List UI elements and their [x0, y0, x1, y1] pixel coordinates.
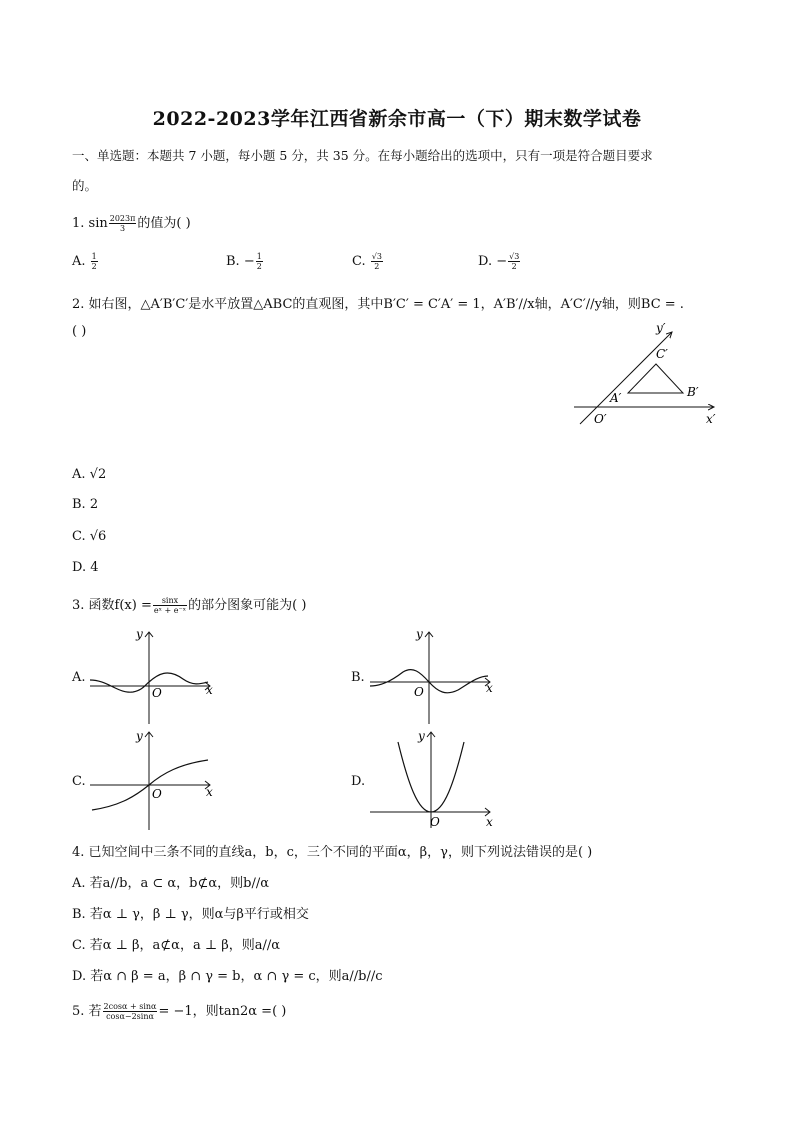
option-label: A. — [72, 467, 86, 482]
option-label: D. − — [478, 254, 508, 269]
y-axis-label: y — [416, 627, 423, 641]
x-axis-label: x — [486, 815, 493, 829]
origin-label: O — [152, 686, 162, 700]
q1-fraction — [109, 214, 137, 233]
option-label: C. — [352, 254, 370, 269]
x-axis-label: x — [486, 681, 493, 695]
question-5 — [72, 1000, 286, 1021]
q1-frac-den: 3 — [120, 224, 126, 233]
option-value: 4 — [90, 560, 99, 575]
q1-prefix: 1. sin — [72, 216, 108, 231]
point-b-label: B′ — [687, 385, 699, 399]
option-label: B. − — [226, 254, 255, 269]
q3-option-d-label[interactable]: D. — [351, 774, 366, 789]
section-heading: 一、单选题：本题共 7 小题，每小题 5 分，共 35 分。在每小题给出的选项中，只有一项是符合题目要求 — [72, 148, 653, 163]
q2-option-b[interactable] — [72, 497, 98, 512]
q1-option-a[interactable] — [72, 252, 99, 271]
q2-option-a[interactable] — [72, 467, 106, 482]
question-1 — [72, 212, 191, 233]
q4-option-b[interactable]: B. 若α ⊥ γ，β ⊥ γ，则α与β平行或相交 — [72, 907, 309, 922]
origin-label: O — [430, 815, 440, 829]
q1-option-b[interactable] — [226, 252, 264, 271]
point-a-label: A′ — [610, 391, 622, 405]
q5-suffix: = −1，则tan2α =( ) — [158, 1004, 287, 1019]
y-axis-label: y — [136, 729, 143, 743]
q2-paren: ( ) — [72, 324, 87, 339]
q1-suffix: 的值为( ) — [137, 216, 191, 231]
x-axis-label: x — [206, 785, 213, 799]
q3-graph-d[interactable] — [368, 728, 500, 830]
question-2: 2. 如右图，△A′B′C′是水平放置△ABC的直观图，其中B′C′ = C′A′ = 1，A′B′//x轴，A′C′//y轴，则BC = . — [72, 297, 684, 312]
q3-frac-den: eˣ + e⁻ˣ — [153, 606, 187, 615]
option-num: 1 — [91, 252, 97, 261]
q3-frac-num: sinx — [153, 596, 187, 606]
point-c-label: C′ — [656, 347, 668, 361]
option-label: D. — [72, 560, 87, 575]
q5-frac-den: cosα−2sinα — [106, 1012, 154, 1021]
option-den: 2 — [256, 262, 262, 271]
y-axis-label: y — [136, 627, 143, 641]
q3-prefix: 3. 函数f(x) = — [72, 598, 152, 613]
option-value: √2 — [89, 467, 107, 482]
q2-option-d[interactable] — [72, 560, 99, 575]
q3-option-a-label[interactable]: A. — [72, 670, 86, 685]
option-label: C. — [72, 529, 86, 544]
q2-option-c[interactable] — [72, 529, 106, 544]
q3-fraction — [153, 596, 187, 615]
option-value: 2 — [89, 497, 99, 512]
q4-option-d[interactable]: D. 若α ∩ β = a，β ∩ γ = b，α ∩ γ = c，则a//b//c — [72, 969, 383, 984]
x-axis-label: x′ — [706, 412, 716, 426]
q4-option-a[interactable]: A. 若a//b，a ⊂ α，b⊄α，则b//α — [72, 876, 270, 891]
y-axis-label: y — [418, 729, 425, 743]
q4-option-c[interactable]: C. 若α ⊥ β，a⊄α，a ⊥ β，则a//α — [72, 938, 281, 953]
origin-label: O — [152, 787, 162, 801]
y-axis — [580, 332, 672, 424]
option-den: 2 — [511, 262, 517, 271]
q3-option-c-label[interactable]: C. — [72, 774, 86, 789]
q5-frac-num: 2cosα + sinα — [103, 1002, 157, 1011]
question-3 — [72, 594, 306, 615]
option-num: 1 — [256, 252, 262, 261]
option-den: 2 — [91, 262, 97, 271]
question-4: 4. 已知空间中三条不同的直线a，b，c，三个不同的平面α，β，γ，则下列说法错误的是( ) — [72, 845, 593, 860]
q5-fraction — [103, 1002, 158, 1021]
origin-label: O′ — [594, 412, 607, 426]
q3-option-b-label[interactable]: B. — [351, 670, 365, 685]
q3-graph-a[interactable] — [88, 624, 220, 726]
q1-option-c[interactable] — [352, 252, 384, 271]
q1-frac-num: 2023π — [109, 214, 136, 223]
q3-suffix: 的部分图象可能为( ) — [188, 598, 307, 613]
q3-graph-c[interactable] — [88, 728, 220, 832]
q2-oblique-figure — [568, 318, 728, 430]
origin-label: O — [414, 685, 424, 699]
section-heading-cont: 的。 — [72, 178, 98, 193]
option-den: 2 — [374, 262, 380, 271]
x-axis-label: x — [206, 683, 213, 697]
option-value: √6 — [89, 529, 107, 544]
y-axis-label: y′ — [656, 321, 666, 335]
option-label: A. — [72, 254, 90, 269]
page-title: 2022-2023学年江西省新余市高一（下）期末数学试卷 — [152, 108, 642, 130]
q1-option-d[interactable] — [478, 252, 521, 271]
option-num: √3 — [371, 252, 382, 261]
option-label: B. — [72, 497, 86, 512]
q5-prefix: 5. 若 — [72, 1004, 102, 1019]
option-num: √3 — [509, 252, 520, 261]
q3-graph-b[interactable] — [368, 624, 500, 726]
